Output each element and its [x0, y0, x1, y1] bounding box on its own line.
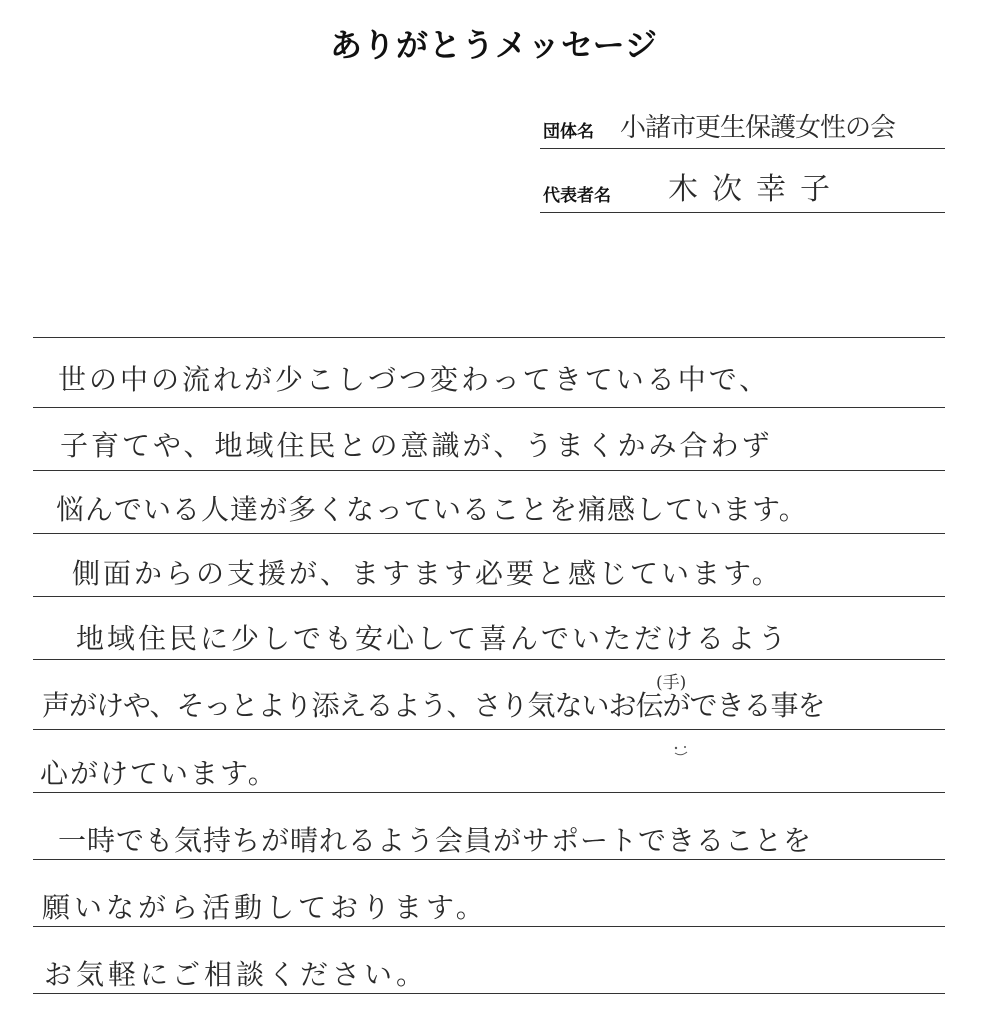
ruled-line [33, 859, 945, 860]
page-title: ありがとうメッセージ [329, 26, 659, 64]
ruled-line [33, 407, 945, 408]
message-line: 地域住民に少しでも安心して喜んでいただけるよう [76, 622, 790, 655]
ruled-line [33, 792, 945, 793]
organization-field [540, 108, 945, 149]
furigana-annotation: (手) [656, 673, 687, 693]
message-line: お気軽にご相談ください。 [44, 958, 429, 991]
ruled-line [33, 533, 945, 534]
ruled-line [33, 659, 945, 660]
ruled-line [33, 993, 945, 994]
ink-speck-mark [672, 744, 690, 758]
message-line: 願いながら活動しております。 [42, 891, 488, 924]
organization-value: 小諸市更生保護女性の会 [620, 113, 896, 143]
ruled-line [33, 470, 945, 471]
representative-label: 代表者名 [543, 186, 611, 206]
ruled-line [33, 337, 945, 338]
message-line: 声がけや、そっとより添えるよう、さり気ないお伝ができる事を [42, 689, 825, 722]
ruled-line [33, 926, 945, 927]
ruled-line [33, 729, 945, 730]
message-line: 一時でも気持ちが晴れるよう会員がサポートできることを [58, 824, 813, 857]
message-line: 側面からの支援が、ますます必要と感じています。 [72, 557, 783, 590]
ruled-line [33, 596, 945, 597]
message-line: 悩んでいる人達が多くなっていることを痛感しています。 [56, 493, 808, 526]
representative-field [540, 172, 945, 213]
representative-value: 木次幸子 [668, 172, 844, 207]
organization-label: 団体名 [543, 122, 594, 142]
message-line: 心がけています。 [40, 757, 278, 790]
message-line: 世の中の流れが少こしづつ変わってきている中で、 [58, 363, 771, 396]
message-line: 子育てや、地域住民との意識が、うまくかみ合わず [60, 429, 773, 462]
